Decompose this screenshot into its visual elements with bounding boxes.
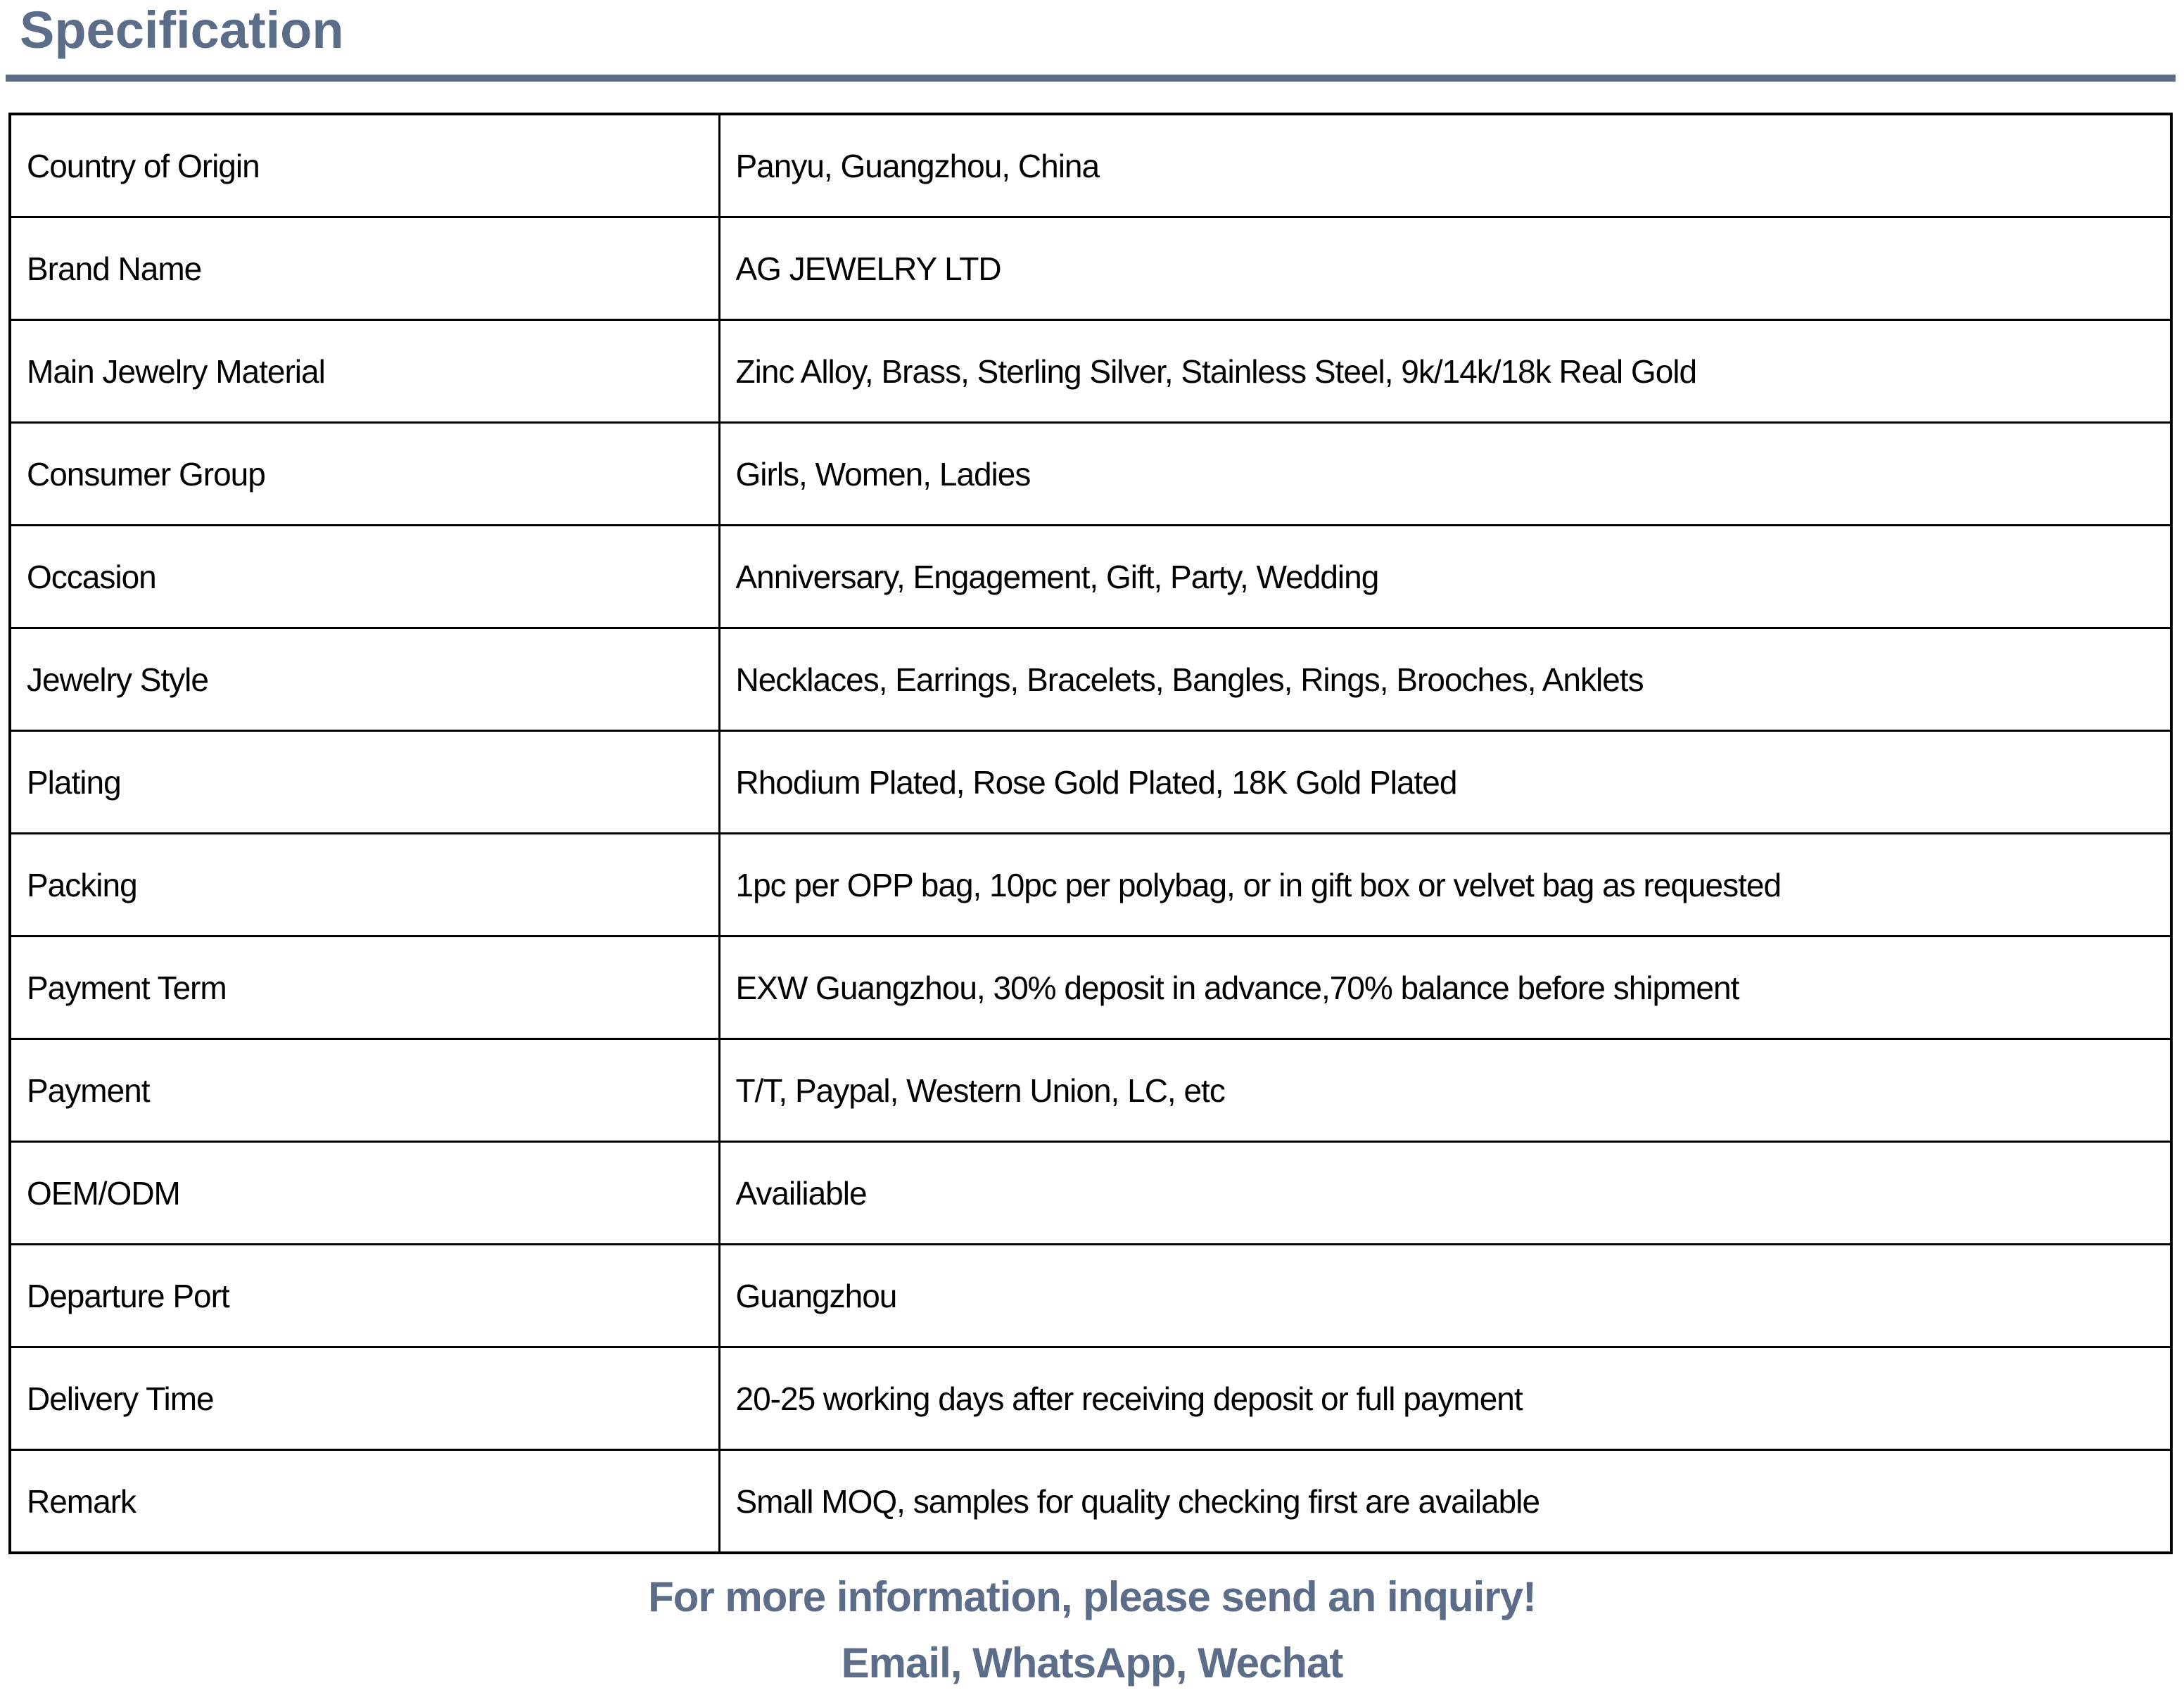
spec-label-cell: Occasion [10,526,719,628]
spec-label-cell: Payment Term [10,936,719,1039]
footer [0,1564,2184,1696]
spec-value-cell: Availiable [719,1142,2171,1245]
spec-label-cell: Remark [10,1450,719,1554]
table-row [10,936,2171,1039]
spec-label-cell: Payment [10,1039,719,1142]
specification-table [8,113,2173,1554]
table-row [10,114,2171,217]
spec-label-cell: Country of Origin [10,114,719,217]
table-row [10,834,2171,936]
spec-value-cell: Panyu, Guangzhou, China [719,114,2171,217]
spec-label-cell: Jewelry Style [10,628,719,731]
spec-value-cell: Anniversary, Engagement, Gift, Party, Wedding [719,526,2171,628]
table-row [10,1142,2171,1245]
spec-value-cell: Necklaces, Earrings, Bracelets, Bangles, Rings, Brooches, Anklets [719,628,2171,731]
spec-value-cell: 1pc per OPP bag, 10pc per polybag, or in gift box or velvet bag as requested [719,834,2171,936]
specification-table-body [10,114,2171,1553]
spec-label-cell: Main Jewelry Material [10,320,719,423]
spec-value-cell: Guangzhou [719,1245,2171,1347]
spec-label-cell: Brand Name [10,217,719,320]
spec-label-cell: Packing [10,834,719,936]
table-row [10,1450,2171,1554]
footer-line-inquiry: For more information, please send an inquiry! [648,1573,1536,1620]
spec-value-cell: EXW Guangzhou, 30% deposit in advance,70% balance before shipment [719,936,2171,1039]
spec-label-cell: OEM/ODM [10,1142,719,1245]
table-row [10,423,2171,526]
table-row [10,1347,2171,1450]
spec-value-cell: Girls, Women, Ladies [719,423,2171,526]
title-underline [6,75,2176,82]
table-row [10,628,2171,731]
page-title: Specification [20,1,344,59]
table-row [10,526,2171,628]
spec-value-cell: 20-25 working days after receiving deposit or full payment [719,1347,2171,1450]
footer-line-contacts: Email, WhatsApp, Wechat [841,1639,1343,1687]
spec-value-cell: Small MOQ, samples for quality checking first are available [719,1450,2171,1554]
table-row [10,320,2171,423]
spec-value-cell: Rhodium Plated, Rose Gold Plated, 18K Gold Plated [719,731,2171,834]
spec-label-cell: Plating [10,731,719,834]
table-row [10,1245,2171,1347]
spec-value-cell: AG JEWELRY LTD [719,217,2171,320]
table-row [10,1039,2171,1142]
spec-value-cell: T/T, Paypal, Western Union, LC, etc [719,1039,2171,1142]
spec-value-cell: Zinc Alloy, Brass, Sterling Silver, Stainless Steel, 9k/14k/18k Real Gold [719,320,2171,423]
spec-label-cell: Consumer Group [10,423,719,526]
page [0,1,2184,1702]
spec-label-cell: Delivery Time [10,1347,719,1450]
spec-label-cell: Departure Port [10,1245,719,1347]
table-row [10,731,2171,834]
table-row [10,217,2171,320]
